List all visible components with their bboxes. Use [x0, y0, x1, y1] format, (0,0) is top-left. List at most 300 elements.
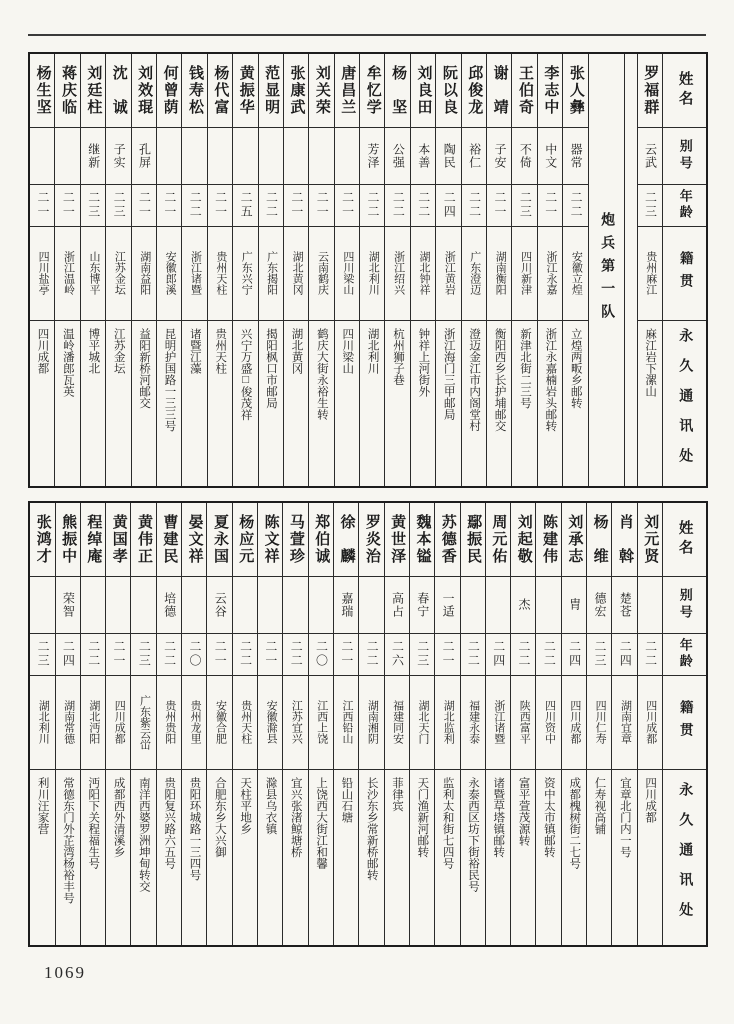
- person-address-cell: 鹤庆大街永裕生转: [315, 327, 328, 420]
- person-age-cell: 二〇: [182, 634, 206, 676]
- person-address-cell: 滁县乌衣镇: [264, 776, 277, 834]
- person-alias-cell: [259, 128, 283, 185]
- person-native-cell: 浙江诸暨: [182, 227, 206, 321]
- person-alias-cell: 孔屏: [132, 128, 156, 185]
- person-name-cell: 程绰庵: [81, 503, 105, 577]
- person-age-cell: 二二: [411, 185, 435, 227]
- person-native-cell: 湖北利川: [30, 676, 54, 770]
- person-age-cell: 二三: [106, 185, 130, 227]
- person-column: [358, 503, 383, 945]
- person-native-cell: 福建永泰: [461, 676, 485, 770]
- person-column: [586, 503, 611, 945]
- person-address-cell: 温岭潘郎瓦英: [61, 327, 74, 397]
- person-address-cell: 天门渔新河邮转: [416, 776, 429, 857]
- person-alias-cell: 子实: [106, 128, 130, 185]
- person-name-cell: 杨代富: [208, 54, 232, 128]
- person-age-cell: 二二: [283, 634, 307, 676]
- person-alias-cell: 云谷: [207, 577, 231, 634]
- person-address-cell: 宜章北门内一号: [618, 776, 631, 857]
- person-column: [511, 54, 536, 486]
- person-name-cell: 刘起敬: [511, 503, 535, 577]
- person-column: [206, 503, 231, 945]
- person-column: [537, 54, 562, 486]
- person-native-cell: 云南鹤庆: [309, 227, 333, 321]
- person-alias-cell: [106, 577, 130, 634]
- person-alias-cell: 子安: [487, 128, 511, 185]
- person-age-cell: 二一: [487, 185, 511, 227]
- person-column: [130, 503, 155, 945]
- person-native-cell: 湖北钟祥: [411, 227, 435, 321]
- person-native-cell: 湖北黄冈: [284, 227, 308, 321]
- person-alias-cell: 芳泽: [360, 128, 384, 185]
- person-alias-cell: 器常: [563, 128, 587, 185]
- person-age-cell: 二二: [462, 185, 486, 227]
- person-native-cell: 江西铅山: [334, 676, 358, 770]
- person-alias-cell: 一适: [435, 577, 459, 634]
- person-name-cell: 黄伟正: [131, 503, 155, 577]
- person-name-cell: 刘元贤: [638, 503, 662, 577]
- person-address-cell: 四川成都: [644, 776, 657, 823]
- header-column: [662, 503, 706, 945]
- person-address-cell: 四川成都: [36, 327, 49, 374]
- person-native-cell: 四川资中: [536, 676, 560, 770]
- person-native-cell: 广东揭阳: [259, 227, 283, 321]
- person-column: [435, 54, 460, 486]
- person-native-cell: 江西上饶: [309, 676, 333, 770]
- person-native-cell: 山东博平: [81, 227, 105, 321]
- person-age-cell: 二三: [81, 185, 105, 227]
- roster-table-top: [28, 52, 708, 488]
- person-age-cell: 二二: [563, 185, 587, 227]
- person-age-cell: 二一: [207, 634, 231, 676]
- person-native-cell: 四川成都: [106, 676, 130, 770]
- person-column: [359, 54, 384, 486]
- person-address-cell: 贵阳复兴路六五号: [163, 776, 176, 869]
- person-alias-cell: [486, 577, 510, 634]
- person-age-cell: 二三: [587, 634, 611, 676]
- person-column: [232, 54, 257, 486]
- person-column: [308, 503, 333, 945]
- header-native-cell: 籍贯: [663, 227, 706, 321]
- person-native-cell: 四川成都: [562, 676, 586, 770]
- person-age-cell: 二二: [81, 634, 105, 676]
- person-native-cell: 浙江黄岩: [436, 227, 460, 321]
- person-alias-cell: 培德: [157, 577, 181, 634]
- person-name-cell: 唐昌兰: [335, 54, 359, 128]
- person-native-cell: 四川新津: [512, 227, 536, 321]
- person-age-cell: 二一: [334, 634, 358, 676]
- person-address-cell: 长沙东乡常新桥邮转: [365, 776, 378, 880]
- person-native-cell: 湖南湘阴: [359, 676, 383, 770]
- person-name-cell: 范显明: [259, 54, 283, 128]
- person-name-cell: 黄世泽: [385, 503, 409, 577]
- header-alias-cell: 别号: [663, 128, 706, 185]
- person-column: [384, 54, 409, 486]
- person-name-cell: 阮以良: [436, 54, 460, 128]
- person-name-cell: 刘良田: [411, 54, 435, 128]
- person-name-cell: 牟忆学: [360, 54, 384, 128]
- person-address-cell: 诸暨江藻: [188, 327, 201, 374]
- person-column: [334, 54, 359, 486]
- person-native-cell: 湖南衡阳: [487, 227, 511, 321]
- person-native-cell: 湖南常德: [56, 676, 80, 770]
- header-address-cell: 永久通讯处: [677, 782, 693, 932]
- person-name-cell: 罗福群: [638, 54, 662, 128]
- person-column: [156, 54, 181, 486]
- person-name-cell: 沈 诚: [106, 54, 130, 128]
- person-name-cell: 何曾荫: [157, 54, 181, 128]
- person-alias-cell: [309, 128, 333, 185]
- person-native-cell: 贵州龙里: [182, 676, 206, 770]
- person-age-cell: 二二: [157, 634, 181, 676]
- person-alias-cell: [55, 128, 79, 185]
- person-column: [308, 54, 333, 486]
- header-alias-cell: 别号: [663, 577, 706, 634]
- person-native-cell: 贵州天柱: [233, 676, 257, 770]
- person-column: [611, 503, 636, 945]
- person-address-cell: 铅山石塘: [340, 776, 353, 823]
- person-name-cell: 曹建民: [157, 503, 181, 577]
- person-column: [257, 503, 282, 945]
- person-age-cell: 二一: [335, 185, 359, 227]
- person-name-cell: 苏德香: [435, 503, 459, 577]
- person-column: [30, 503, 54, 945]
- person-name-cell: 罗炎治: [359, 503, 383, 577]
- person-address-cell: 江苏金坛: [112, 327, 125, 374]
- person-native-cell: 湖南益阳: [132, 227, 156, 321]
- person-age-cell: 二一: [30, 185, 54, 227]
- person-column: [485, 503, 510, 945]
- person-age-cell: 二一: [258, 634, 282, 676]
- person-alias-cell: 云武: [638, 128, 662, 185]
- person-alias-cell: [30, 577, 54, 634]
- header-address-cell: 永久通讯处: [677, 328, 693, 478]
- person-age-cell: 二一: [435, 634, 459, 676]
- person-age-cell: 二四: [612, 634, 636, 676]
- person-address-cell: 益阳新桥河邮交: [138, 327, 151, 408]
- person-alias-cell: 高占: [385, 577, 409, 634]
- person-age-cell: 二三: [30, 634, 54, 676]
- person-name-cell: 陈文祥: [258, 503, 282, 577]
- person-age-cell: 二四: [56, 634, 80, 676]
- person-age-cell: 二二: [233, 634, 257, 676]
- person-alias-cell: 荣智: [56, 577, 80, 634]
- person-native-cell: 安徽郎溪: [157, 227, 181, 321]
- person-alias-cell: 杰: [511, 577, 535, 634]
- person-address-cell: 昆明护国路一三三号: [163, 327, 176, 431]
- person-name-cell: 张人彝: [563, 54, 587, 128]
- person-alias-cell: [536, 577, 560, 634]
- person-column: [55, 503, 80, 945]
- person-name-cell: 刘承志: [562, 503, 586, 577]
- person-address-cell: 常德东门外芷湾杨裕丰号: [61, 776, 74, 903]
- person-age-cell: 二一: [309, 185, 333, 227]
- person-native-cell: 湖南宜章: [612, 676, 636, 770]
- person-alias-cell: [283, 577, 307, 634]
- person-age-cell: 二六: [385, 634, 409, 676]
- person-name-cell: 熊振中: [56, 503, 80, 577]
- person-age-cell: 二二: [638, 634, 662, 676]
- person-column: [156, 503, 181, 945]
- person-native-cell: 贵州天柱: [208, 227, 232, 321]
- person-alias-cell: 德宏: [587, 577, 611, 634]
- person-address-cell: 兴宁万盛□俊茂祥: [239, 327, 252, 420]
- unit-label-column: [588, 54, 624, 486]
- person-alias-cell: 继新: [81, 128, 105, 185]
- person-column: [30, 54, 54, 486]
- person-address-cell: 新津北街二三号: [518, 327, 531, 408]
- person-address-cell: 博平城北: [87, 327, 100, 374]
- person-column: [181, 503, 206, 945]
- person-age-cell: 二一: [538, 185, 562, 227]
- person-column: [510, 503, 535, 945]
- person-name-cell: 邱俊龙: [462, 54, 486, 128]
- person-column: [54, 54, 79, 486]
- person-column: [562, 54, 587, 486]
- header-age-cell: 年龄: [663, 185, 706, 227]
- person-alias-cell: 不倚: [512, 128, 536, 185]
- person-age-cell: 二四: [436, 185, 460, 227]
- person-name-cell: 张鸿才: [30, 503, 54, 577]
- person-alias-cell: [182, 128, 206, 185]
- person-name-cell: 王伯奇: [512, 54, 536, 128]
- person-address-cell: 贵州天柱: [214, 327, 227, 374]
- person-native-cell: 陕西富平: [511, 676, 535, 770]
- person-address-cell: 四川梁山: [341, 327, 354, 374]
- person-address-cell: 揭阳枫口市邮局: [265, 327, 278, 408]
- person-column: [535, 503, 560, 945]
- person-column: [232, 503, 257, 945]
- person-address-cell: 合肥东乡大兴御: [213, 776, 226, 857]
- person-alias-cell: 裕仁: [462, 128, 486, 185]
- person-alias-cell: [30, 128, 54, 185]
- person-name-cell: 刘关荣: [309, 54, 333, 128]
- person-age-cell: 二一: [284, 185, 308, 227]
- person-column: [460, 503, 485, 945]
- roster-table-bottom: [28, 501, 708, 947]
- person-alias-cell: [233, 128, 257, 185]
- person-native-cell: 四川成都: [638, 676, 662, 770]
- header-name-cell: 姓名: [663, 503, 706, 577]
- person-address-cell: 沔阳下关程福生号: [87, 776, 100, 869]
- person-name-cell: 黄振华: [233, 54, 257, 128]
- person-column: [637, 503, 662, 945]
- person-alias-cell: [131, 577, 155, 634]
- person-name-cell: 蒋庆临: [55, 54, 79, 128]
- person-age-cell: 二五: [233, 185, 257, 227]
- person-address-cell: 湖北利川: [366, 327, 379, 374]
- person-name-cell: 杨 坚: [385, 54, 409, 128]
- person-address-cell: 南洋西婆罗洲坤甸转交: [137, 776, 150, 892]
- person-age-cell: 二三: [638, 185, 662, 227]
- person-address-cell: 麻江岩下漯山: [644, 327, 657, 397]
- person-alias-cell: [182, 577, 206, 634]
- person-alias-cell: [81, 577, 105, 634]
- person-column: [282, 503, 307, 945]
- person-alias-cell: 胄: [562, 577, 586, 634]
- person-native-cell: 安徽合肥: [207, 676, 231, 770]
- person-native-cell: 四川盐亭: [30, 227, 54, 321]
- person-age-cell: 二一: [55, 185, 79, 227]
- person-column: [80, 503, 105, 945]
- header-native-cell: 籍贯: [663, 676, 706, 770]
- person-alias-cell: [638, 577, 662, 634]
- person-column: [283, 54, 308, 486]
- person-name-cell: 陈建伟: [536, 503, 560, 577]
- person-column: [434, 503, 459, 945]
- person-address-cell: 贵阳环城路一三四号: [188, 776, 201, 880]
- person-age-cell: 二二: [536, 634, 560, 676]
- person-column: [561, 503, 586, 945]
- person-alias-cell: 春宁: [410, 577, 434, 634]
- person-name-cell: 杨生坚: [30, 54, 54, 128]
- person-address-cell: 杭州狮子巷: [392, 327, 404, 385]
- person-column: [333, 503, 358, 945]
- person-name-cell: 晏文祥: [182, 503, 206, 577]
- person-native-cell: 广东兴宁: [233, 227, 257, 321]
- person-name-cell: 李志中: [538, 54, 562, 128]
- person-name-cell: 马萱珍: [283, 503, 307, 577]
- person-name-cell: 夏永国: [207, 503, 231, 577]
- person-address-cell: 浙江海门三甲邮局: [442, 327, 455, 420]
- person-age-cell: 二二: [259, 185, 283, 227]
- person-column: [409, 503, 434, 945]
- person-column: [384, 503, 409, 945]
- person-address-cell: 永泰西区坊下街裕民号: [466, 776, 479, 892]
- person-alias-cell: 本善: [411, 128, 435, 185]
- header-age-cell: 年龄: [663, 634, 706, 676]
- person-age-cell: 二一: [106, 634, 130, 676]
- person-age-cell: 二一: [208, 185, 232, 227]
- unit-label: 炮兵第一队: [599, 212, 615, 327]
- person-address-cell: 监利太和街七四号: [441, 776, 454, 869]
- person-column: [258, 54, 283, 486]
- person-alias-cell: 楚苍: [612, 577, 636, 634]
- person-age-cell: 二一: [157, 185, 181, 227]
- person-alias-cell: 中文: [538, 128, 562, 185]
- person-address-cell: 宜兴张渚鲸塘桥: [289, 776, 302, 857]
- person-native-cell: 安徽立煌: [563, 227, 587, 321]
- person-name-cell: 魏本镒: [410, 503, 434, 577]
- person-address-cell: 菲律宾: [391, 776, 404, 811]
- person-alias-cell: 嘉瑞: [334, 577, 358, 634]
- person-native-cell: 贵州贵阳: [157, 676, 181, 770]
- person-native-cell: 四川仁寿: [587, 676, 611, 770]
- person-native-cell: 福建同安: [385, 676, 409, 770]
- person-address-cell: 诸暨草塔镇邮转: [492, 776, 505, 857]
- person-name-cell: 谢 靖: [487, 54, 511, 128]
- person-age-cell: 二二: [182, 185, 206, 227]
- person-age-cell: 二二: [461, 634, 485, 676]
- person-alias-cell: [335, 128, 359, 185]
- person-alias-cell: [461, 577, 485, 634]
- person-name-cell: 周元佑: [486, 503, 510, 577]
- person-name-cell: 郑伯诚: [309, 503, 333, 577]
- person-address-cell: 立煌两畈乡邮转: [569, 327, 582, 408]
- person-address-cell: 湖北黄冈: [290, 327, 303, 374]
- person-age-cell: 二三: [410, 634, 434, 676]
- person-address-cell: 衡阳西乡长护埔邮交: [493, 327, 506, 431]
- person-age-cell: 二一: [132, 185, 156, 227]
- person-age-cell: 二二: [385, 185, 409, 227]
- person-name-cell: 徐 麟: [334, 503, 358, 577]
- person-native-cell: 安徽滁县: [258, 676, 282, 770]
- person-alias-cell: [359, 577, 383, 634]
- person-native-cell: 广东澄迈: [462, 227, 486, 321]
- person-address-cell: 成都西外清溪乡: [112, 776, 125, 857]
- person-column: [131, 54, 156, 486]
- person-column: [410, 54, 435, 486]
- person-age-cell: 二四: [562, 634, 586, 676]
- person-name-cell: 刘廷柱: [81, 54, 105, 128]
- person-address-cell: 天柱平地乡: [239, 776, 252, 834]
- person-column: [105, 503, 130, 945]
- person-native-cell: 广东紫云峃: [131, 676, 155, 770]
- person-address-cell: 富平萱茂源转: [517, 776, 530, 846]
- person-native-cell: 浙江温岭: [55, 227, 79, 321]
- person-column: [637, 54, 662, 486]
- header-name-cell: 姓名: [663, 54, 706, 128]
- person-name-cell: 张康武: [284, 54, 308, 128]
- person-native-cell: 四川梁山: [335, 227, 359, 321]
- person-name-cell: 杨应元: [233, 503, 257, 577]
- person-alias-cell: [233, 577, 257, 634]
- person-native-cell: 湖北沔阳: [81, 676, 105, 770]
- person-address-cell: 钟祥上河街外: [417, 327, 430, 397]
- person-address-cell: 利川汪家营: [36, 776, 49, 834]
- person-alias-cell: [258, 577, 282, 634]
- person-age-cell: 二三: [512, 185, 536, 227]
- person-column: [80, 54, 105, 486]
- person-address-cell: 资中太市镇邮转: [542, 776, 555, 857]
- person-name-cell: 杨 维: [587, 503, 611, 577]
- page-number: 1069: [44, 962, 86, 982]
- person-age-cell: 二〇: [309, 634, 333, 676]
- person-column: [486, 54, 511, 486]
- person-column: [105, 54, 130, 486]
- person-column: [461, 54, 486, 486]
- person-age-cell: 二二: [360, 185, 384, 227]
- person-native-cell: 湖北监利: [435, 676, 459, 770]
- spacer-column: [624, 54, 637, 486]
- person-native-cell: 江苏金坛: [106, 227, 130, 321]
- person-address-cell: 成都槐树街二七号: [568, 776, 581, 869]
- person-alias-cell: 公强: [385, 128, 409, 185]
- person-native-cell: 江苏宜兴: [283, 676, 307, 770]
- person-name-cell: 肖 斡: [612, 503, 636, 577]
- person-address-cell: 澄迈金江市内阁堂村: [468, 327, 481, 431]
- top-rule: [28, 34, 706, 36]
- person-native-cell: 浙江诸暨: [486, 676, 510, 770]
- person-alias-cell: [309, 577, 333, 634]
- person-name-cell: 钱寿松: [182, 54, 206, 128]
- person-name-cell: 刘效琨: [132, 54, 156, 128]
- person-age-cell: 二二: [359, 634, 383, 676]
- person-address-cell: 上饶西大街江和馨: [315, 776, 328, 869]
- person-column: [207, 54, 232, 486]
- person-age-cell: 二三: [131, 634, 155, 676]
- person-name-cell: 黄国孝: [106, 503, 130, 577]
- person-address-cell: 浙江永嘉楠岩头邮转: [544, 327, 557, 431]
- person-alias-cell: [284, 128, 308, 185]
- person-alias-cell: [157, 128, 181, 185]
- person-name-cell: 鄢振民: [461, 503, 485, 577]
- header-column: [662, 54, 706, 486]
- person-age-cell: 二四: [486, 634, 510, 676]
- person-alias-cell: 陶民: [436, 128, 460, 185]
- person-address-cell: 仁寿视高铺: [593, 776, 606, 834]
- person-column: [181, 54, 206, 486]
